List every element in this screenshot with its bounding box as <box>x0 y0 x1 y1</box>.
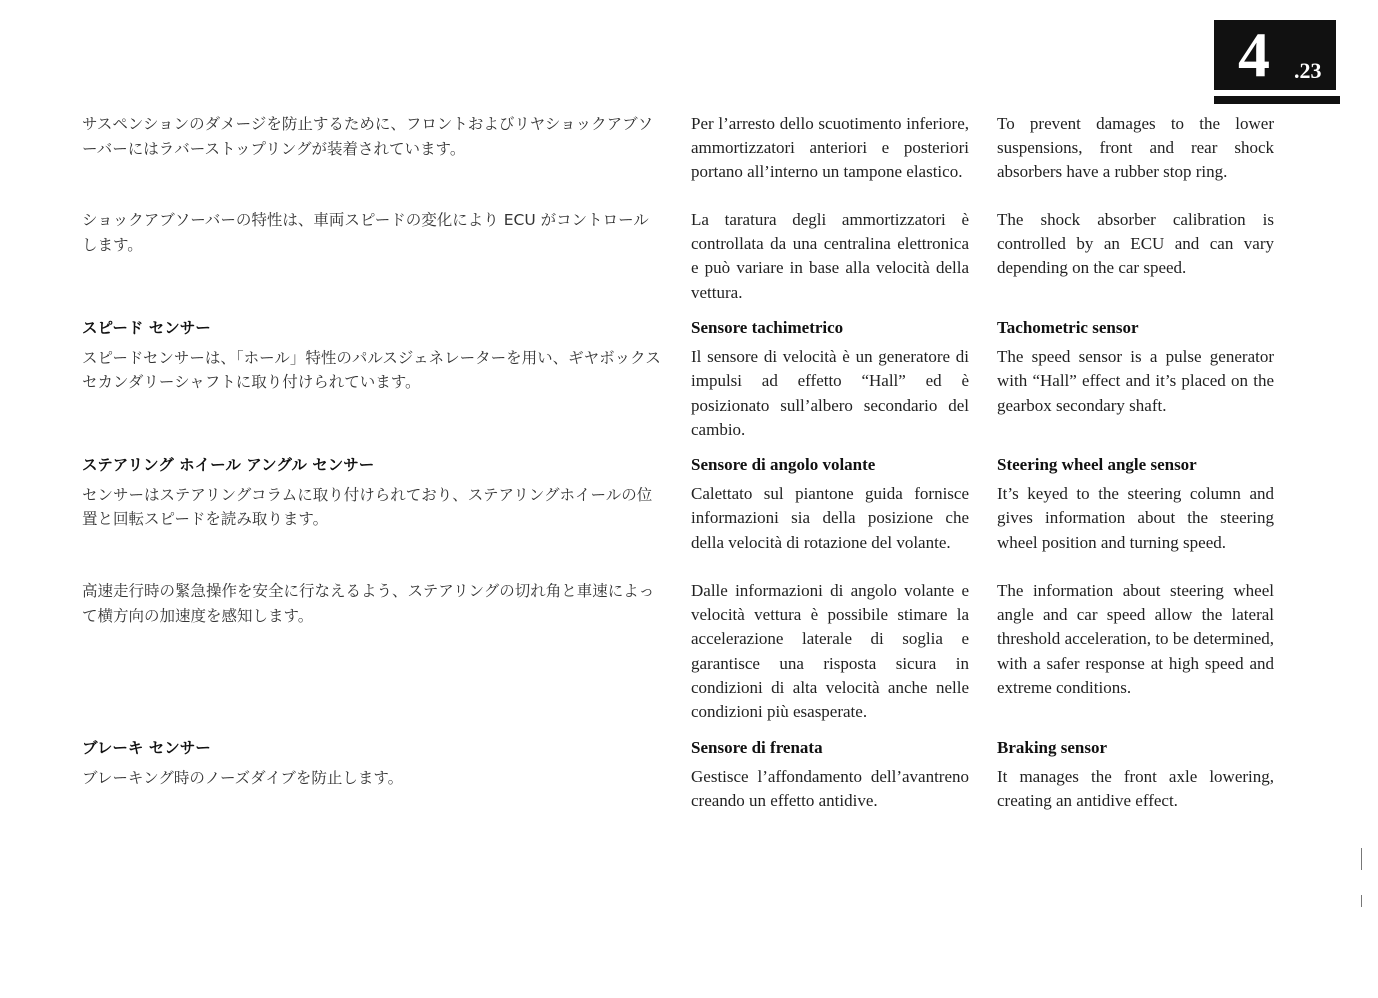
section-3-ja <box>82 453 662 532</box>
en-text: The information about steering wheel angle and car speed allow the lateral threshold acceleration, to be determined, with a safer response at high speed and extreme conditions. <box>997 581 1274 697</box>
en-text: It’s keyed to the steering column and gives information about the steering wheel position and turning speed. <box>997 484 1274 552</box>
section-4-en <box>997 579 1274 700</box>
it-heading: Sensore di angolo volante <box>691 455 876 474</box>
ja-text: ショックアブソーバーの特性は、車両スピードの変化により ECU がコントロールします。 <box>82 211 649 254</box>
ja-heading: ステアリング ホイール アングル センサー <box>82 456 375 474</box>
en-heading: Braking sensor <box>997 738 1108 757</box>
section-4-ja <box>82 579 662 628</box>
it-heading: Sensore di frenata <box>691 738 823 757</box>
it-text: La taratura degli ammortizzatori è controllata da una centralina elettronica e può variare in base alla velocità della vettura. <box>691 210 969 302</box>
section-0-it <box>691 112 969 185</box>
section-2-ja <box>82 316 662 395</box>
en-text: To prevent damages to the lower suspensions, front and rear shock absorbers have a rubber stop ring. <box>997 114 1274 182</box>
ja-text: スピードセンサーは、「ホール」特性のパルスジェネレーターを用い、ギヤボックスセカンダリーシャフトに取り付けられています。 <box>82 348 661 391</box>
en-heading: Tachometric sensor <box>997 318 1139 337</box>
en-text: It manages the front axle lowering, creating an antidive effect. <box>997 767 1274 811</box>
it-text: Calettato sul piantone guida fornisce informazioni sia della posizione che della velocità di rotazione del volante. <box>691 484 969 552</box>
ja-text: センサーはステアリングコラムに取り付けられており、ステアリングホイールの位置と回転スピードを読み取ります。 <box>82 485 653 528</box>
it-text: Dalle informazioni di angolo volante e velocità vettura è possibile stimare la accelerazione laterale di soglia e garantisce una risposta sicura in condizioni di alta velocità anche nelle condizioni più esasperate. <box>691 581 969 722</box>
it-text: Gestisce l’affondamento dell’avantreno creando un effetto antidive. <box>691 767 969 811</box>
section-1-it <box>691 208 969 305</box>
en-text: The speed sensor is a pulse generator with “Hall” effect and it’s placed on the gearbox secondary shaft. <box>997 347 1274 415</box>
ja-text: 高速走行時の緊急操作を安全に行なえるよう、ステアリングの切れ角と車速によって横方向の加速度を感知します。 <box>82 582 655 625</box>
page-number: .23 <box>1294 58 1322 83</box>
margin-scan-mark <box>1361 848 1362 870</box>
section-3-en <box>997 453 1274 555</box>
ja-heading: ブレーキ センサー <box>82 739 211 757</box>
section-3-it <box>691 453 969 555</box>
chapter-number: 4 <box>1238 19 1270 90</box>
section-5-it <box>691 736 969 814</box>
ja-heading: スピード センサー <box>82 319 211 337</box>
en-text: The shock absorber calibration is controlled by an ECU and can vary depending on the car speed. <box>997 210 1274 278</box>
section-1-ja <box>82 208 662 257</box>
ja-text: サスペンションのダメージを防止するために、フロントおよびリヤショックアブソーバーにはラバーストップリングが装着されています。 <box>82 115 654 158</box>
margin-scan-mark <box>1361 895 1362 907</box>
section-0-ja <box>82 112 662 161</box>
section-5-en <box>997 736 1274 814</box>
it-text: Il sensore di velocità è un generatore di impulsi ad effetto “Hall” ed è posizionato sull’albero secondario del cambio. <box>691 347 969 439</box>
page-number-underline <box>1214 96 1340 104</box>
it-heading: Sensore tachimetrico <box>691 318 844 337</box>
section-2-it <box>691 316 969 442</box>
section-2-en <box>997 316 1274 418</box>
en-heading: Steering wheel angle sensor <box>997 455 1197 474</box>
it-text: Per l’arresto dello scuotimento inferiore, ammortizzatori anteriori e posteriori portano all’interno un tampone elastico. <box>691 114 969 182</box>
section-1-en <box>997 208 1274 281</box>
section-4-it <box>691 579 969 724</box>
section-0-en <box>997 112 1274 185</box>
section-5-ja <box>82 736 662 790</box>
ja-text: ブレーキング時のノーズダイブを防止します。 <box>82 768 404 787</box>
